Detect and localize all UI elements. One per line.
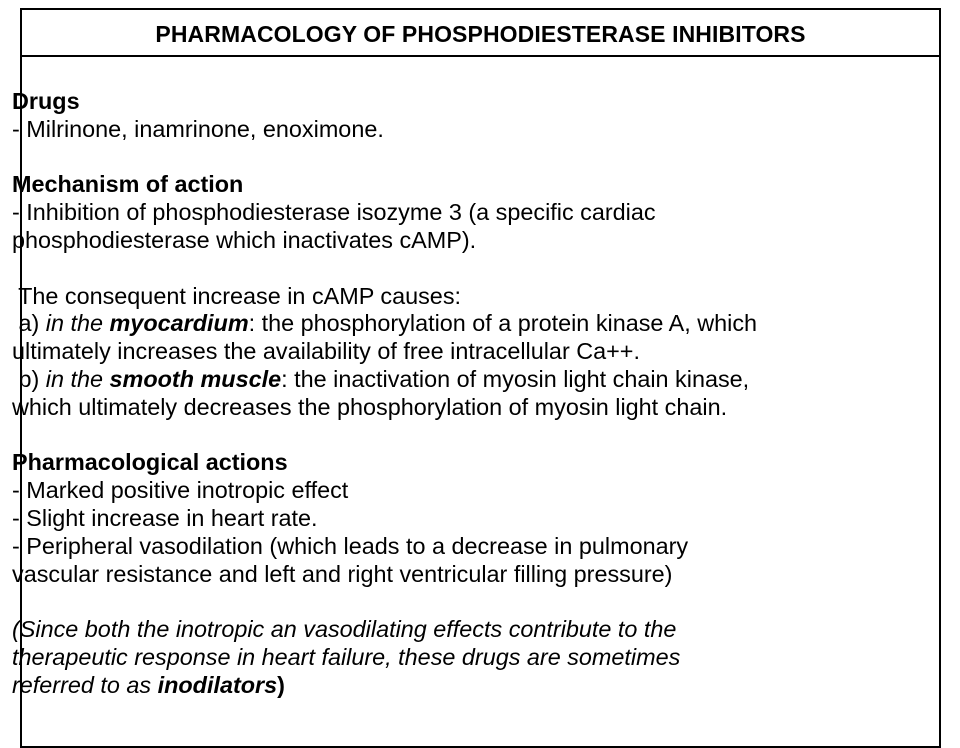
point-b-rest: : the inactivation of myosin light chain kinase, [281,365,750,392]
actions-line-1: - Marked positive inotropic effect [12,477,349,504]
drugs-heading: Drugs [12,88,80,114]
mechanism-line-1: - Inhibition of phosphodiesterase isozyme 3 (a specific cardiac [12,199,656,226]
mechanism-point-a-line-2: ultimately increases the availability of free intracellular Ca++. [12,338,640,365]
mechanism-point-a [12,310,917,338]
point-b-bold: smooth muscle [109,365,282,392]
note-line-3 [12,672,917,700]
mechanism-point-b-line-2: which ultimately decreases the phosphorylation of myosin light chain. [12,393,728,420]
section-actions [12,449,917,588]
note-line-2: therapeutic response in heart failure, these drugs are sometimes [12,643,681,670]
actions-line-3: - Peripheral vasodilation (which leads to a decrease in pulmonary [12,532,689,559]
mechanism-heading: Mechanism of action [12,171,244,198]
slide-title: PHARMACOLOGY OF PHOSPHODIESTERASE INHIBITORS [22,10,939,57]
section-drugs [12,88,917,144]
point-a-rest: : the phosphorylation of a protein kinase A, which [248,310,758,337]
note-close-paren: ) [277,671,285,698]
mechanism-point-b [12,366,917,394]
mechanism-intro: The consequent increase in cAMP causes: [12,282,462,309]
spacer [12,144,917,172]
spacer [12,588,917,616]
actions-heading: Pharmacological actions [12,449,288,476]
spacer [12,422,917,450]
note-line-1: (Since both the inotropic an vasodilating effects contribute to the [12,616,677,643]
actions-line-4: vascular resistance and left and right ventricular filling pressure) [12,560,673,587]
section-mechanism [12,171,917,421]
point-b-italic: in the [45,365,110,392]
point-a-italic: in the [45,310,110,337]
section-note [12,616,917,699]
point-a-prefix: a) [12,310,46,337]
note-term-inodilators: inodilators [157,671,278,698]
spacer [12,255,917,283]
note-line-3-text: referred to as [12,671,158,698]
mechanism-line-2: phosphodiesterase which inactivates cAMP). [12,226,477,253]
slide-content [12,88,917,700]
point-a-bold: myocardium [109,310,249,337]
drugs-list: - Milrinone, inamrinone, enoximone. [12,115,384,142]
point-b-prefix: b) [12,365,46,392]
actions-line-2: - Slight increase in heart rate. [12,504,318,531]
